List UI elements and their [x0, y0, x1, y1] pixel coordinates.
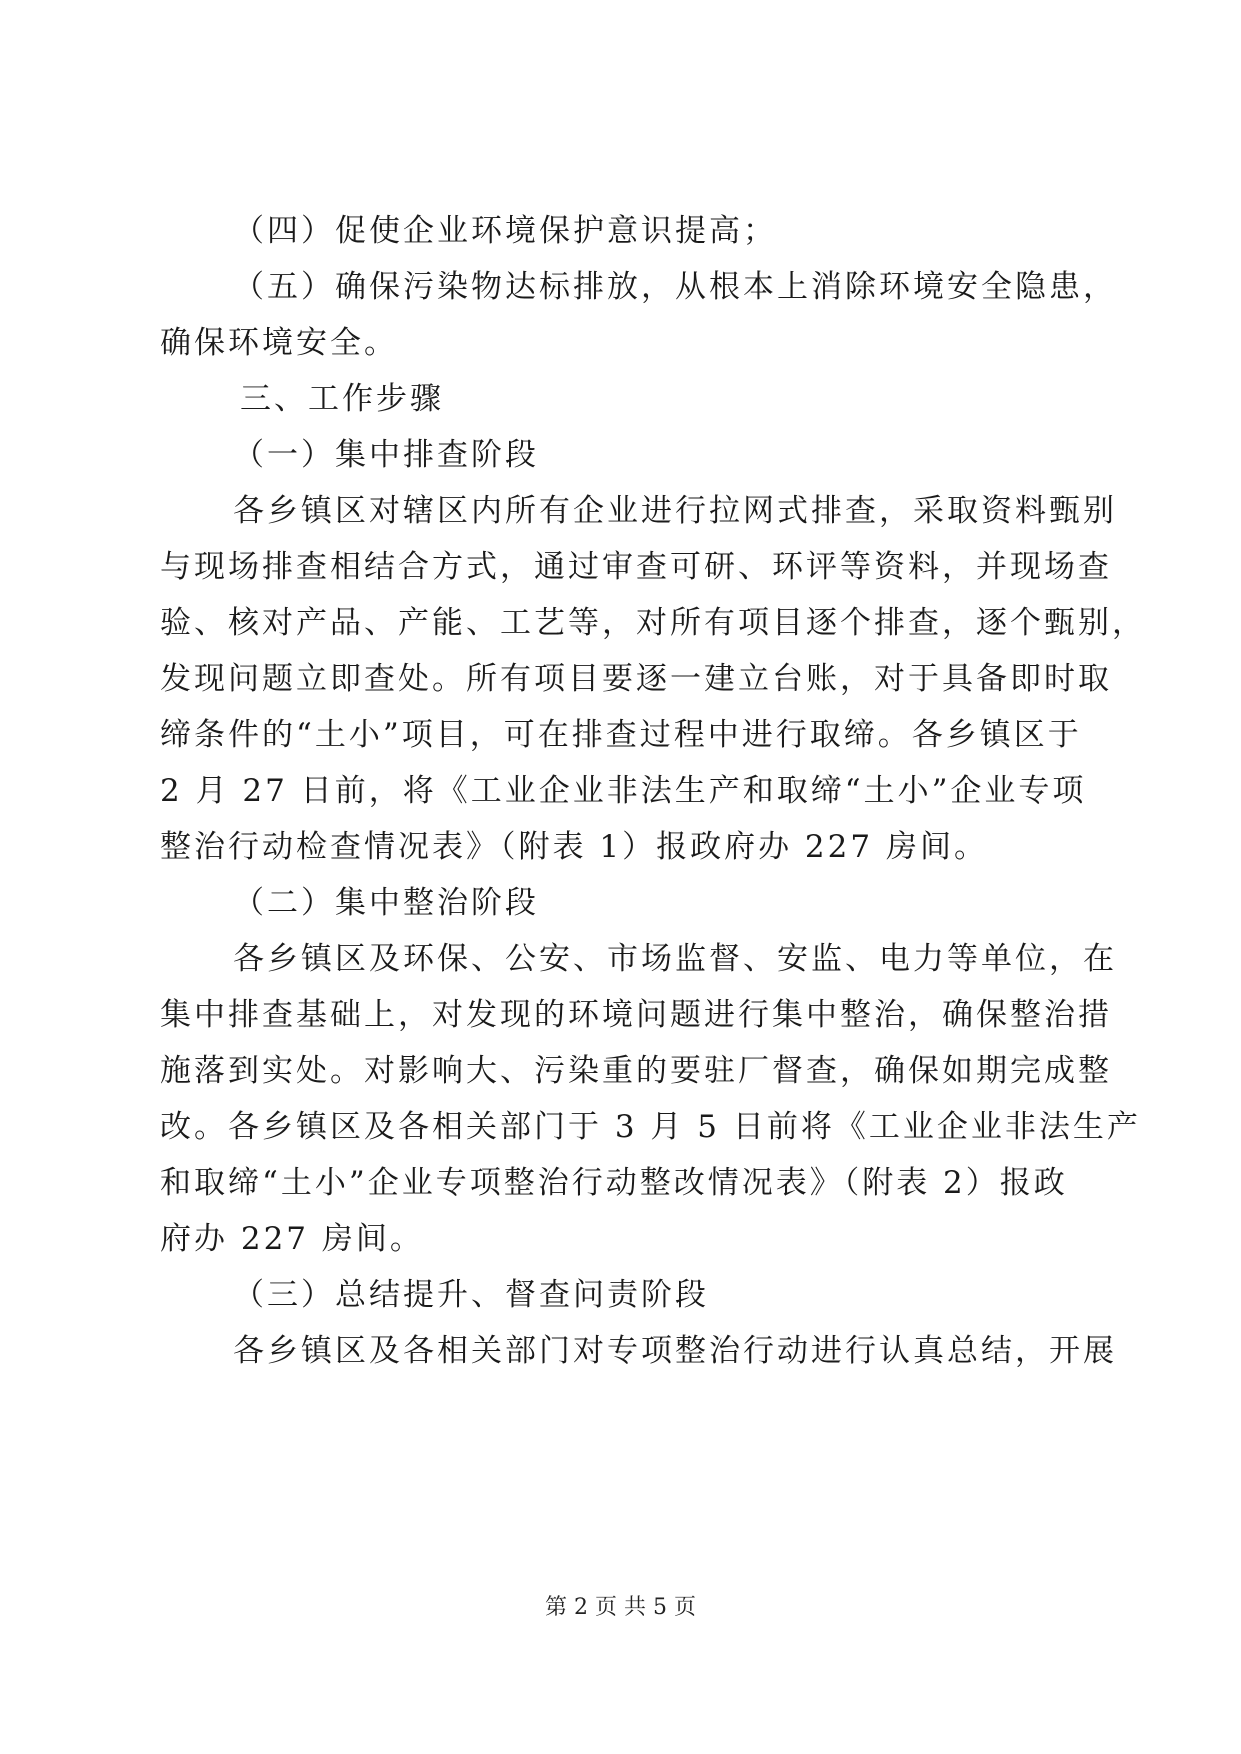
paragraph-line: （五）确保污染物达标排放，从根本上消除环境安全隐患， [233, 269, 1117, 305]
paragraph-line: 和取缔“土小”企业专项整治行动整改情况表》（附表 2）报政 [160, 1165, 1068, 1201]
paragraph-line: 府办 227 房间。 [160, 1221, 424, 1257]
paragraph-line: 各乡镇区及环保、公安、市场监督、安监、电力等单位，在 [233, 941, 1117, 977]
paragraph-line: 施落到实处。对影响大、污染重的要驻厂督查，确保如期完成整 [160, 1053, 1112, 1089]
paragraph-line: 验、核对产品、产能、工艺等，对所有项目逐个排查，逐个甄别， [160, 605, 1146, 641]
subsection-heading: （二）集中整治阶段 [233, 885, 539, 921]
subsection-heading: （一）集中排查阶段 [233, 437, 539, 473]
paragraph-line: 各乡镇区对辖区内所有企业进行拉网式排查，采取资料甄别 [233, 493, 1117, 529]
paragraph-line: 各乡镇区及各相关部门对专项整治行动进行认真总结，开展 [233, 1333, 1117, 1369]
paragraph-line: 发现问题立即查处。所有项目要逐一建立台账，对于具备即时取 [160, 661, 1112, 697]
paragraph-line: 整治行动检查情况表》（附表 1）报政府办 227 房间。 [160, 829, 988, 865]
subsection-heading: （三）总结提升、督查问责阶段 [233, 1277, 709, 1313]
paragraph-line: 缔条件的“土小”项目，可在排查过程中进行取缔。各乡镇区于 [160, 717, 1082, 753]
paragraph-line: 2 月 27 日前，将《工业企业非法生产和取缔“土小”企业专项 [160, 773, 1087, 809]
paragraph-line: 与现场排查相结合方式，通过审查可研、环评等资料，并现场查 [160, 549, 1112, 585]
section-heading: 三、工作步骤 [240, 381, 444, 417]
paragraph-line: 集中排查基础上，对发现的环境问题进行集中整治，确保整治措 [160, 997, 1112, 1033]
paragraph-line: 确保环境安全。 [160, 325, 398, 361]
paragraph-line: （四）促使企业环境保护意识提高； [233, 213, 777, 249]
paragraph-line: 改。各乡镇区及各相关部门于 3 月 5 日前将《工业企业非法生产 [160, 1109, 1141, 1145]
page-number-footer: 第 2 页 共 5 页 [545, 1595, 696, 1620]
